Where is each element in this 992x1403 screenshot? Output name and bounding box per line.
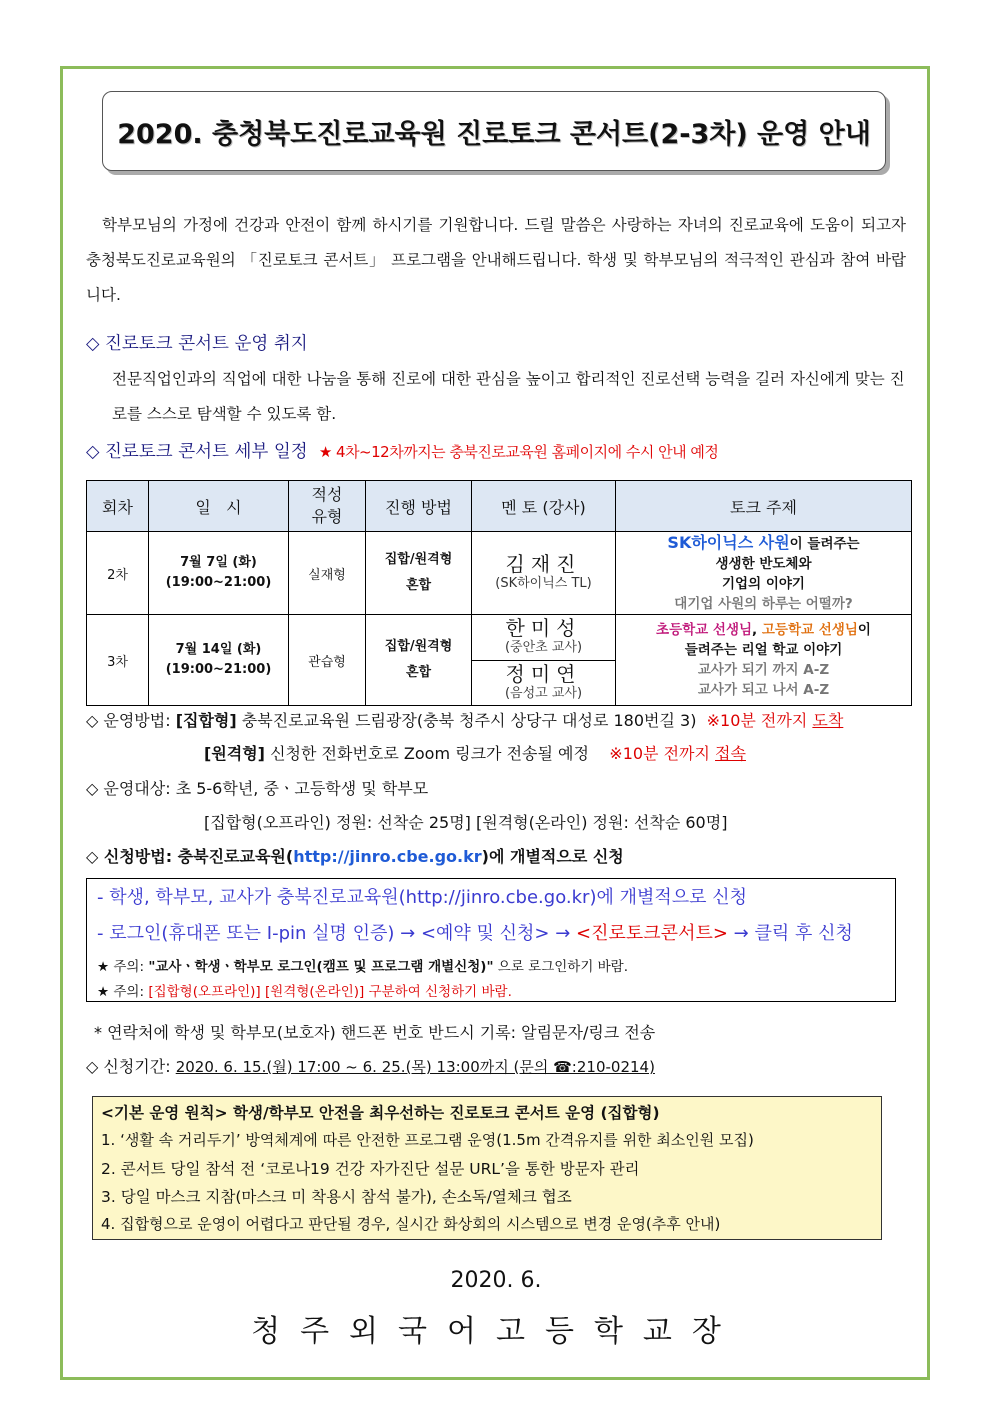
row2-type: 관습형 <box>289 615 366 706</box>
rules-title: <기본 운영 원칙> 학생/학부모 안전을 최우선하는 진로토크 콘서트 운영 (집합형) <box>101 1104 660 1122</box>
row2-topic: 초등학교 선생님, 고등학교 선생님이 들려주는 리얼 학교 이야기 교사가 되기 까지 A-Z 교사가 되고 나서 A-Z <box>616 615 912 706</box>
col-datetime: 일 시 <box>149 481 289 532</box>
apply-line-2: - 로그인(휴대폰 또는 I-pin 실명 인증) → <예약 및 신청> → <진로토크콘서트> → 클릭 후 신청 <box>97 923 853 944</box>
ops-apply: ◇ 신청방법: 충북진로교육원(http://jinro.cbe.go.kr)에 개별적으로 신청 <box>86 847 624 866</box>
apply-period: ◇ 신청기간: 2020. 6. 15.(월) 17:00 ~ 6. 25.(목) 13:00까지 (문의 ☎:210-0214) <box>86 1057 655 1076</box>
schedule-table <box>86 480 912 706</box>
rule-item: 3. 당일 마스크 지참(마스크 미 착용시 참석 불가), 손소독/열체크 협조 <box>101 1188 572 1206</box>
rule-item: 2. 콘서트 당일 참석 전 ‘코로나19 건강 자가진단 설문 URL’을 통한 방문자 관리 <box>101 1160 640 1178</box>
ops-method-remote: [원격형] 신청한 전화번호로 Zoom 링크가 전송될 예정 ※10분 전까지 접속 <box>204 744 746 763</box>
col-round: 회차 <box>87 481 149 532</box>
apply-instructions-box <box>86 878 896 1002</box>
apply-line-1: - 학생, 학부모, 교사가 충북진로교육원(http://jinro.cbe.go.kr)에 개별적으로 신청 <box>97 887 748 908</box>
row2-mentor-2: 정미연 (음성고 교사) <box>472 660 616 706</box>
operating-rules-box <box>92 1096 882 1240</box>
col-mentor: 멘 토 (강사) <box>472 481 616 532</box>
row1-datetime: 7월 7일 (화) (19:00~21:00) <box>149 532 289 615</box>
row2-datetime: 7월 14일 (화) (19:00~21:00) <box>149 615 289 706</box>
section-purpose-text: 전문직업인과의 직업에 대한 나눔을 통해 진로에 대한 관심을 높이고 합리적인 진로선택 능력을 길러 자신에게 맞는 진로를 스스로 탐색할 수 있도록 함. <box>112 370 905 423</box>
contact-note: * 연락처에 학생 및 학부모(보호자) 핸드폰 번호 반드시 기록: 알림문자/링크 전송 <box>94 1023 656 1042</box>
row1-type: 실재형 <box>289 532 366 615</box>
signature-date: 2020. 6. <box>450 1268 542 1293</box>
row1-method: 집합/원격형 혼합 <box>366 532 472 615</box>
apply-link[interactable]: http://jinro.cbe.go.kr <box>293 847 482 866</box>
table-row <box>87 615 912 661</box>
table-header-row <box>87 481 912 532</box>
table-row <box>87 532 912 615</box>
row2-round: 3차 <box>87 615 149 706</box>
intro-paragraph: 학부모님의 가정에 건강과 안전이 함께 하시기를 기원합니다. 드릴 말씀은 사랑하는 자녀의 진로교육에 도움이 되고자 충청북도진로교육원의 「진로토크 콘서트」 프로그램을 안내해드립니다. 학생 및 학부모님의 적극적인 관심과 참여 바랍니다. <box>86 216 906 304</box>
rule-item: 1. ‘생활 속 거리두기’ 방역체계에 따른 안전한 프로그램 운영(1.5m 간격유지를 위한 최소인원 모집) <box>101 1131 754 1149</box>
row1-mentor: 김재진 (SK하이닉스 TL) <box>472 532 616 615</box>
section-schedule-heading: ◇ 진로토크 콘서트 세부 일정 ★ 4차~12차까지는 충북진로교육원 홈페이지에 수시 안내 예정 <box>86 442 719 462</box>
row2-mentor-1: 한미성 (중안초 교사) <box>472 615 616 661</box>
ops-method-group: ◇ 운영방법: [집합형] 충북진로교육원 드림광장(충북 청주시 상당구 대성로 180번길 3) ※10분 전까지 도착 <box>86 711 844 730</box>
col-method: 진행 방법 <box>366 481 472 532</box>
row1-round: 2차 <box>87 532 149 615</box>
row2-method: 집합/원격형 혼합 <box>366 615 472 706</box>
row1-topic: SK하이닉스 사원이 들려주는 생생한 반도체와 기업의 이야기 대기업 사원의 하루는 어떨까? <box>616 532 912 615</box>
ops-target: ◇ 운영대상: 초 5-6학년, 중ㆍ고등학생 및 학부모 <box>86 779 429 798</box>
section-purpose-heading: ◇ 진로토크 콘서트 운영 취지 <box>86 334 308 354</box>
signature-name: 청주외국어고등학교장 <box>251 1314 741 1349</box>
col-type: 적성 유형 <box>289 481 366 532</box>
col-topic: 토크 주제 <box>616 481 912 532</box>
ops-capacity: [집합형(오프라인) 정원: 선착순 25명] [원격형(온라인) 정원: 선착순 60명] <box>204 813 728 832</box>
apply-line-4: ★ 주의: [집합형(오프라인)] [원격형(온라인)] 구분하여 신청하기 바람. <box>97 984 512 1000</box>
apply-line-3: ★ 주의: "교사ㆍ학생ㆍ학부모 로그인(캠프 및 프로그램 개별신청)" 으로 로그인하기 바람. <box>97 959 629 975</box>
schedule-note: ★ 4차~12차까지는 충북진로교육원 홈페이지에 수시 안내 예정 <box>318 443 719 461</box>
apply-box-link[interactable]: http://jinro.cbe.go.kr <box>405 887 590 908</box>
page-title: 2020. 충청북도진로교육원 진로토크 콘서트(2-3차) 운영 안내 <box>117 118 871 150</box>
rule-item: 4. 집합형으로 운영이 어렵다고 판단될 경우, 실시간 화상회의 시스템으로 변경 운영(추후 안내) <box>101 1215 721 1233</box>
title-box <box>102 91 886 171</box>
